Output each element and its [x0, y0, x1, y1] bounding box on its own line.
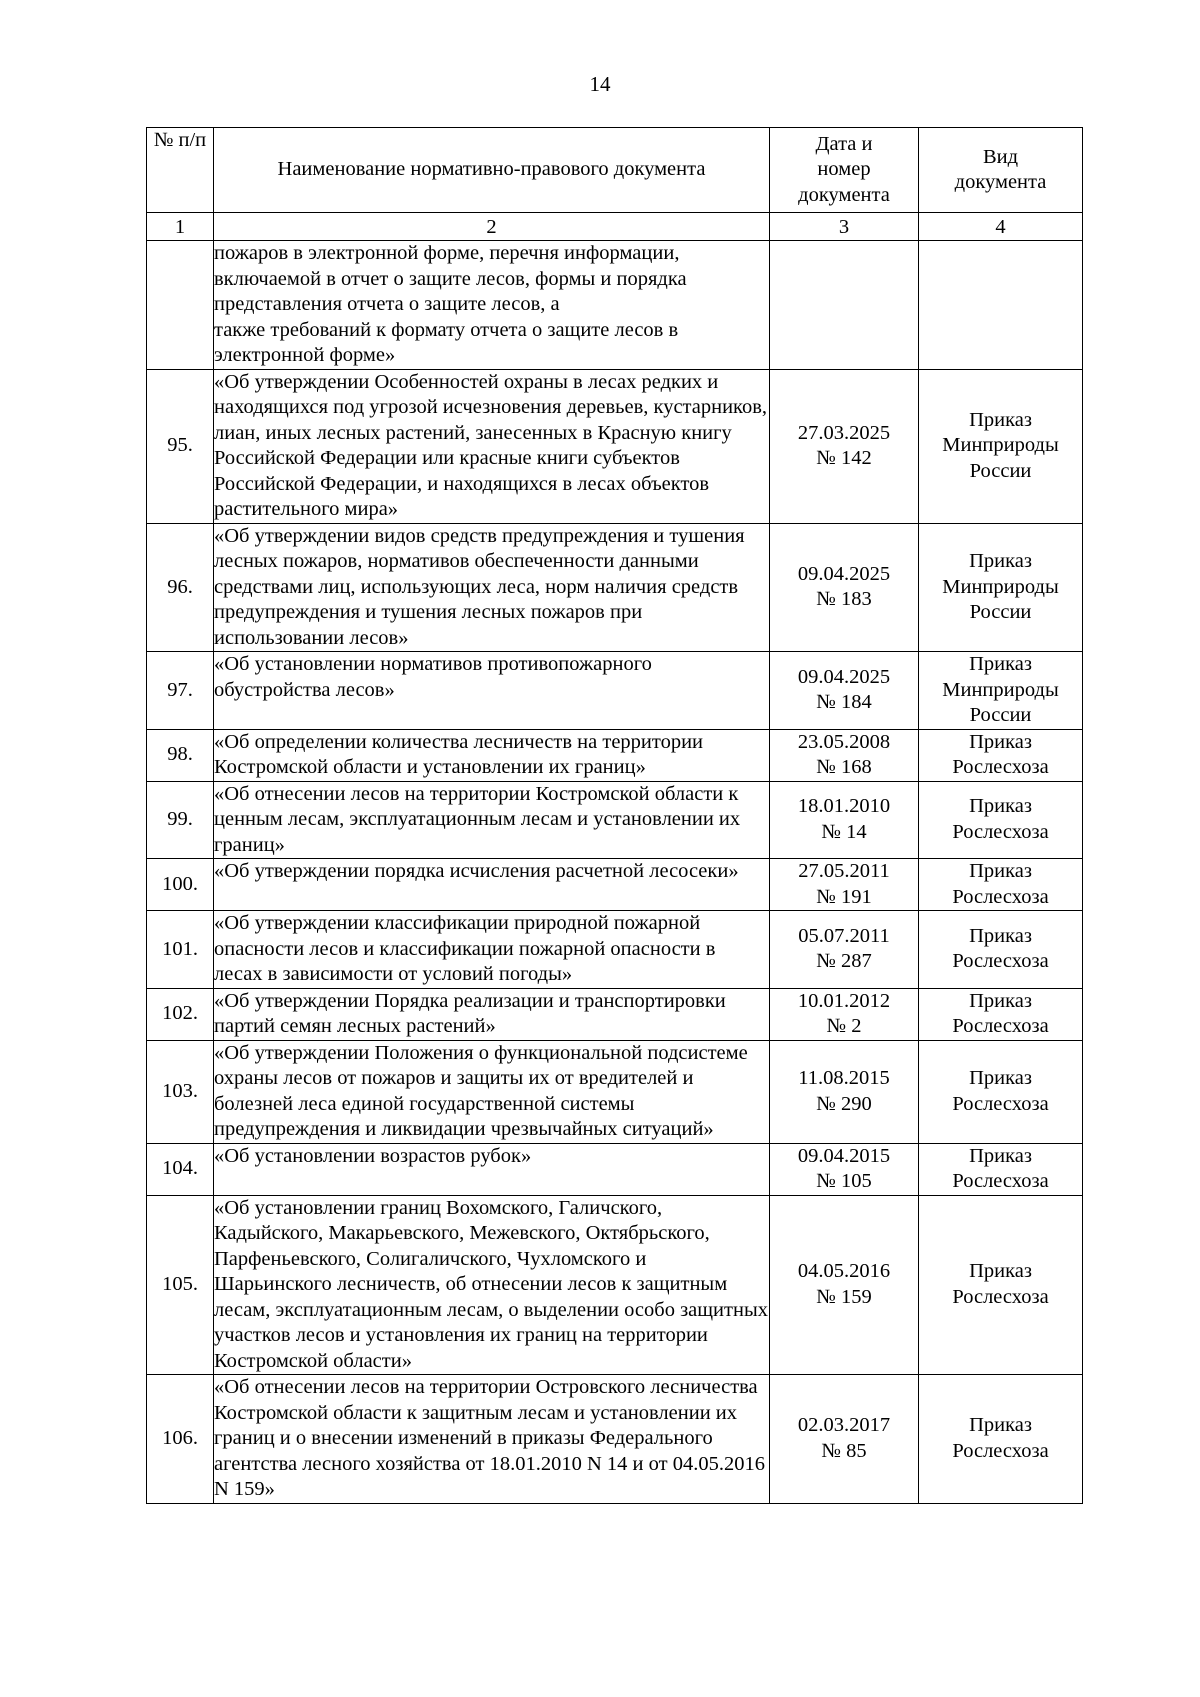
- document-kind: Приказ Рослесхоза: [919, 1040, 1083, 1143]
- document-date-number: 27.03.2025 № 142: [770, 369, 919, 523]
- row-number: 96.: [147, 523, 214, 652]
- document-kind: Приказ Рослесхоза: [919, 911, 1083, 989]
- document-name: «Об утверждении порядка исчисления расчетной лесосеки»: [214, 859, 770, 911]
- document-name: «Об утверждении Порядка реализации и транспортировки партий семян лесных растений»: [214, 988, 770, 1040]
- document-kind: Приказ Рослесхоза: [919, 729, 1083, 781]
- table-row: [147, 369, 1083, 523]
- row-number: [147, 241, 214, 370]
- document-kind: [919, 241, 1083, 370]
- row-number: 106.: [147, 1375, 214, 1504]
- document-date-number: 10.01.2012 № 2: [770, 988, 919, 1040]
- document-date-number: 23.05.2008 № 168: [770, 729, 919, 781]
- document-date-number: 02.03.2017 № 85: [770, 1375, 919, 1504]
- table-row: [147, 1143, 1083, 1195]
- column-number: 4: [919, 213, 1083, 241]
- row-number: 100.: [147, 859, 214, 911]
- document-date-number: 09.04.2025 № 183: [770, 523, 919, 652]
- document-kind: Приказ Рослесхоза: [919, 988, 1083, 1040]
- row-number: 98.: [147, 729, 214, 781]
- row-number: 105.: [147, 1195, 214, 1375]
- document-date-number: 27.05.2011 № 191: [770, 859, 919, 911]
- column-number: 3: [770, 213, 919, 241]
- header-kind: Вид документа: [919, 128, 1083, 213]
- row-number: 104.: [147, 1143, 214, 1195]
- document-name: «Об установлении границ Вохомского, Галичского, Кадыйского, Макарьевского, Межевского, Октябрьского, Парфеньевского, Солигаличского, Чухломского и Шарьинского лесничеств, об отнесении лесов к защитным лесам, эксплуатационным лесам, о выделении особо защитных участков лесов и установления их границ на территории Костромской области»: [214, 1195, 770, 1375]
- header-num: № п/п: [147, 128, 214, 213]
- document-kind: Приказ Рослесхоза: [919, 781, 1083, 859]
- document-date-number: 09.04.2015 № 105: [770, 1143, 919, 1195]
- table-row: [147, 241, 1083, 370]
- document-date-number: 18.01.2010 № 14: [770, 781, 919, 859]
- document-date-number: 05.07.2011 № 287: [770, 911, 919, 989]
- document-date-number: 11.08.2015 № 290: [770, 1040, 919, 1143]
- documents-table: [146, 127, 1083, 1504]
- table-row: [147, 1040, 1083, 1143]
- document-kind: Приказ Рослесхоза: [919, 859, 1083, 911]
- document-name: «Об отнесении лесов на территории Костромской области к ценным лесам, эксплуатационным лесам и установлении их границ»: [214, 781, 770, 859]
- document-name: «Об утверждении Особенностей охраны в лесах редких и находящихся под угрозой исчезновения деревьев, кустарников, лиан, иных лесных растений, занесенных в Красную книгу Российской Федерации или красные книги субъектов Российской Федерации, и находящихся в лесах объектов растительного мира»: [214, 369, 770, 523]
- table-row: [147, 1195, 1083, 1375]
- table-row: [147, 523, 1083, 652]
- document-name: «Об утверждении классификации природной пожарной опасности лесов и классификации пожарной опасности в лесах в зависимости от условий погоды»: [214, 911, 770, 989]
- document-date-number: [770, 241, 919, 370]
- header-date: Дата и номер документа: [770, 128, 919, 213]
- document-kind: Приказ Минприроды России: [919, 369, 1083, 523]
- table-row: [147, 859, 1083, 911]
- document-kind: Приказ Минприроды России: [919, 523, 1083, 652]
- document-name: «Об отнесении лесов на территории Островского лесничества Костромской области к защитным лесам и установлении их границ и о внесении изменений в приказы Федерального агентства лесного хозяйства от 18.01.2010 N 14 и от 04.05.2016 N 159»: [214, 1375, 770, 1504]
- table-row: [147, 652, 1083, 730]
- document-kind: Приказ Рослесхоза: [919, 1143, 1083, 1195]
- table-row: [147, 1375, 1083, 1504]
- page-number: 14: [589, 72, 611, 96]
- document-name: «Об определении количества лесничеств на территории Костромской области и установлении их границ»: [214, 729, 770, 781]
- row-number: 97.: [147, 652, 214, 730]
- document-name: «Об утверждении Положения о функциональной подсистеме охраны лесов от пожаров и защиты их от вредителей и болезней леса единой государственной системы предупреждения и ликвидации чрезвычайных ситуаций»: [214, 1040, 770, 1143]
- table-row: [147, 911, 1083, 989]
- row-number: 99.: [147, 781, 214, 859]
- column-numbers-row: [147, 213, 1083, 241]
- table-row: [147, 729, 1083, 781]
- table-header-row: [147, 128, 1083, 213]
- document-name: «Об установлении нормативов противопожарного обустройства лесов»: [214, 652, 770, 730]
- table-body: [147, 241, 1083, 1504]
- document-kind: Приказ Минприроды России: [919, 652, 1083, 730]
- document-date-number: 09.04.2025 № 184: [770, 652, 919, 730]
- document-kind: Приказ Рослесхоза: [919, 1195, 1083, 1375]
- row-number: 101.: [147, 911, 214, 989]
- row-number: 102.: [147, 988, 214, 1040]
- table-row: [147, 781, 1083, 859]
- document-date-number: 04.05.2016 № 159: [770, 1195, 919, 1375]
- row-number: 95.: [147, 369, 214, 523]
- document-name: «Об установлении возрастов рубок»: [214, 1143, 770, 1195]
- table-row: [147, 988, 1083, 1040]
- column-number: 1: [147, 213, 214, 241]
- column-number: 2: [214, 213, 770, 241]
- document-name: «Об утверждении видов средств предупреждения и тушения лесных пожаров, нормативов обеспеченности данными средствами лиц, использующих леса, норм наличия средств предупреждения и тушения лесных пожаров при использовании лесов»: [214, 523, 770, 652]
- header-name: Наименование нормативно-правового документа: [214, 128, 770, 213]
- document-kind: Приказ Рослесхоза: [919, 1375, 1083, 1504]
- document-name: пожаров в электронной форме, перечня информации, включаемой в отчет о защите лесов, формы и порядка представления отчета о защите лесов, а также требований к формату отчета о защите лесов в электронной форме»: [214, 241, 770, 370]
- row-number: 103.: [147, 1040, 214, 1143]
